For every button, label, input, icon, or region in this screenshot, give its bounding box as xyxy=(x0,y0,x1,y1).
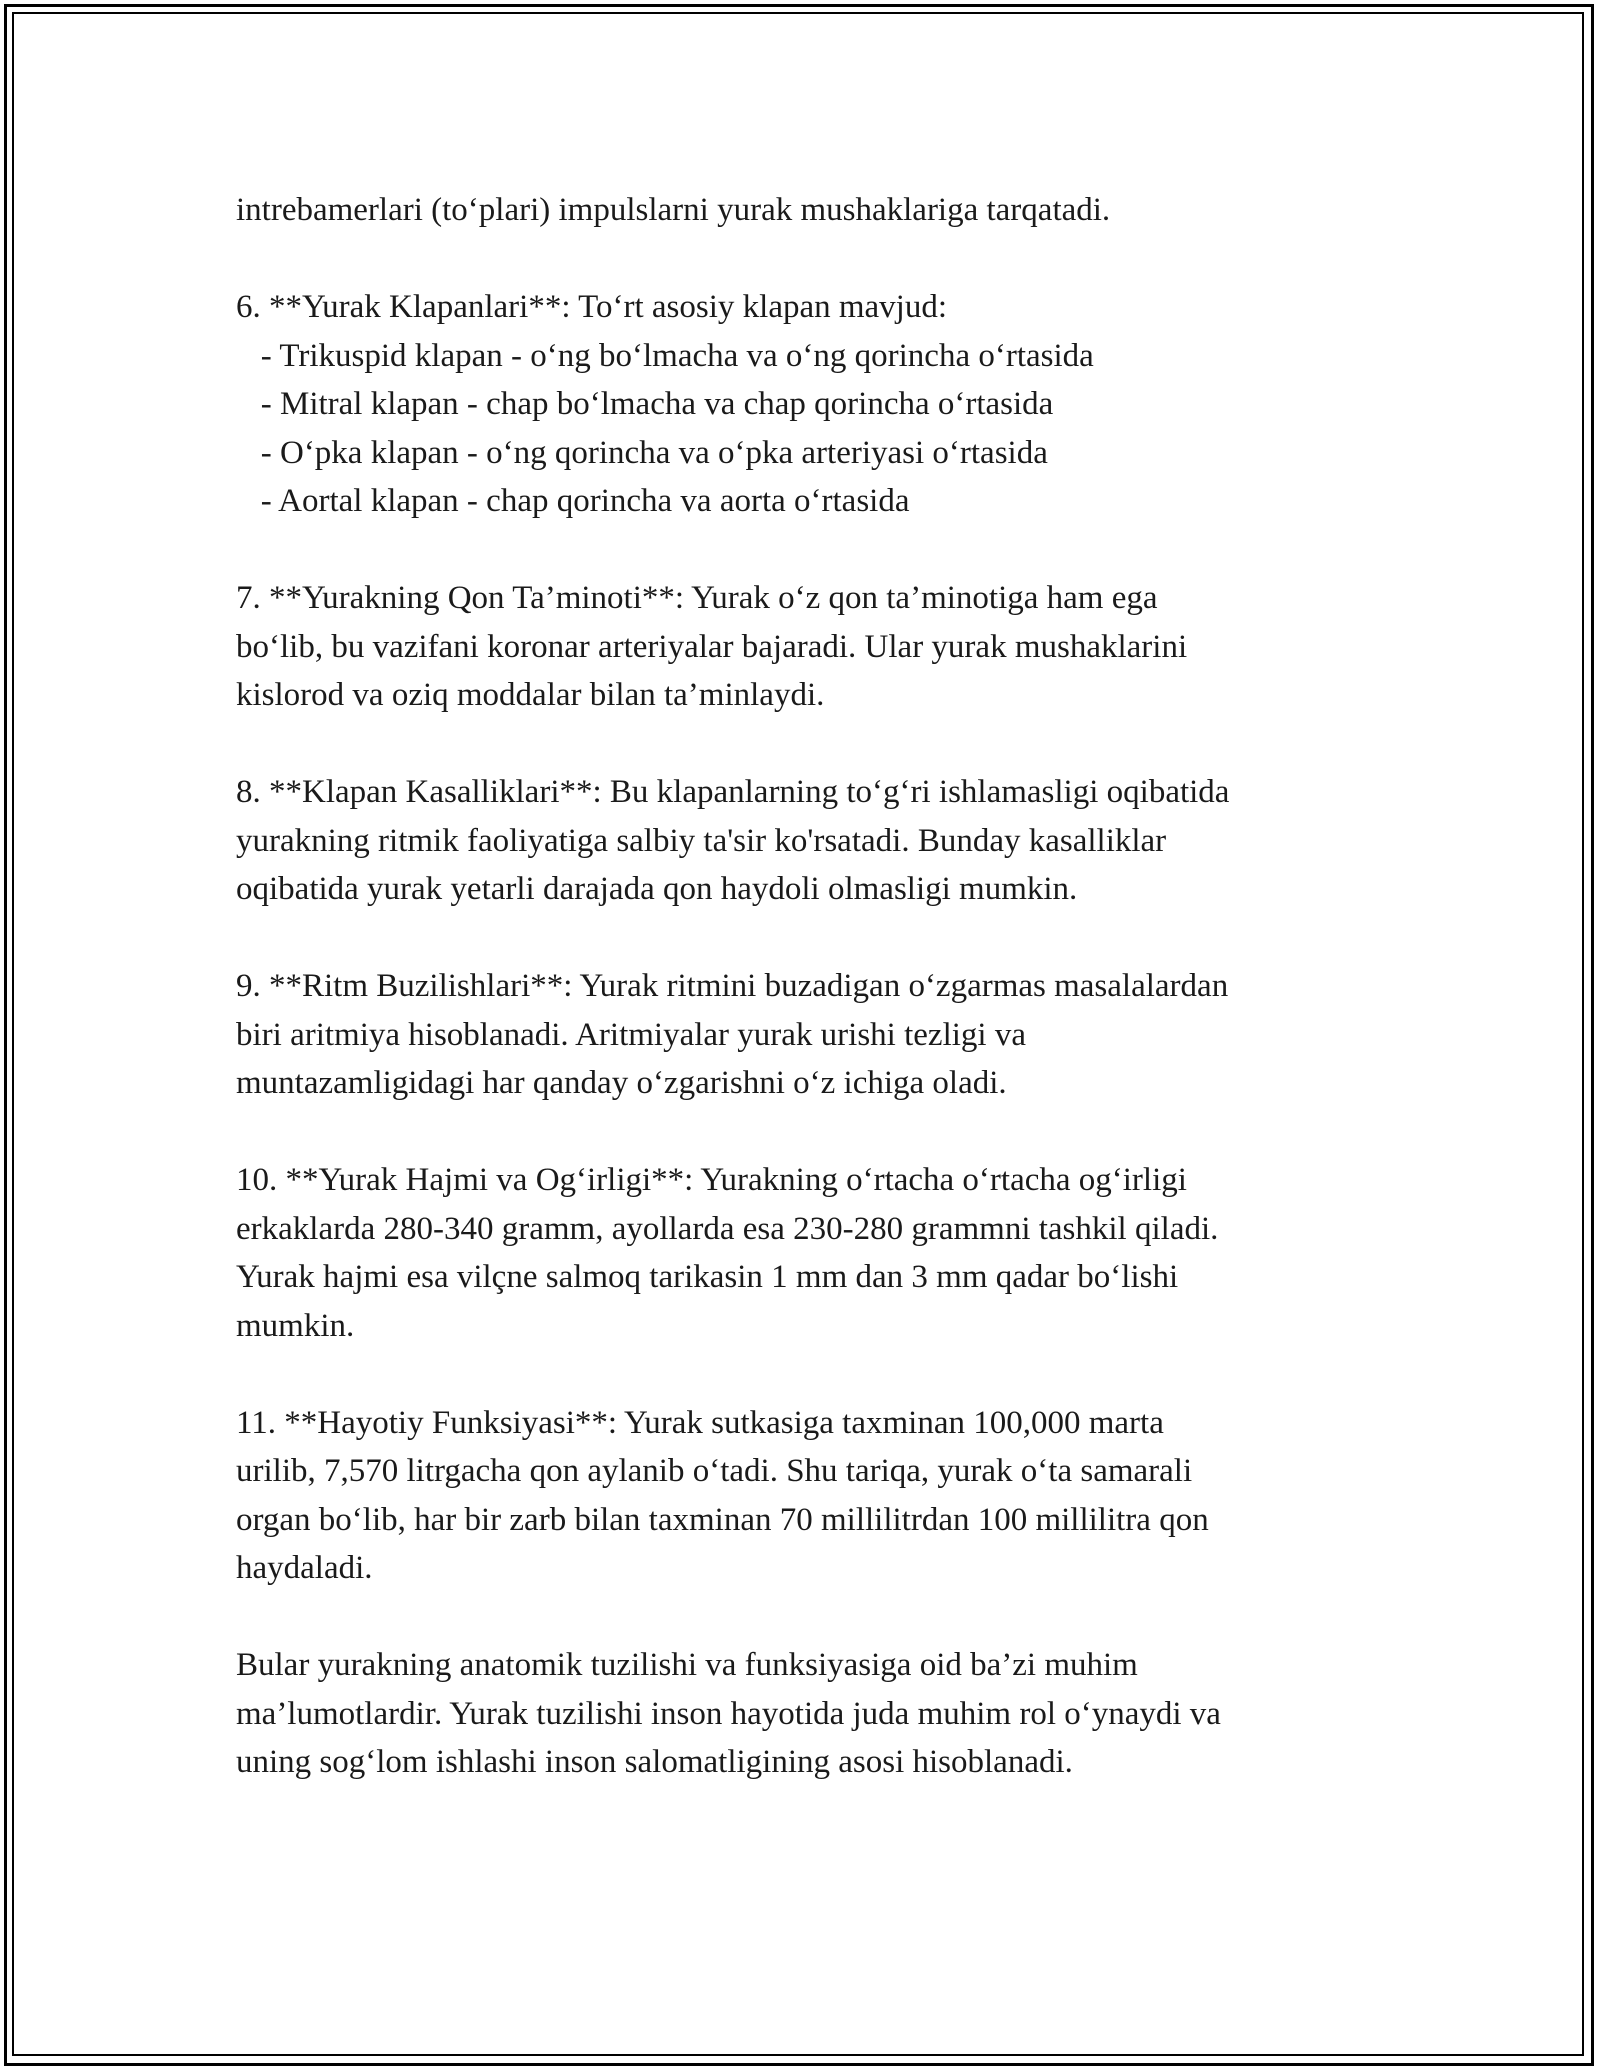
text-line: 8. **Klapan Kasalliklari**: Bu klapanlarning to‘g‘ri ishlamasligi oqibatida xyxy=(236,774,1230,810)
text-line: haydaladi. xyxy=(236,1550,373,1586)
blank-line xyxy=(236,914,1376,963)
text-line: 10. **Yurak Hajmi va Og‘irligi**: Yurakning o‘rtacha o‘rtacha og‘irligi xyxy=(236,1162,1187,1198)
text-line: - Mitral klapan - chap bo‘lmacha va chap qorincha o‘rtasida xyxy=(236,386,1054,422)
blank-line xyxy=(236,235,1376,284)
text-line: 7. **Yurakning Qon Ta’minoti**: Yurak o‘z qon ta’minotiga ham ega xyxy=(236,580,1158,616)
text-line: biri aritmiya hisoblanadi. Aritmiyalar yurak urishi tezligi va xyxy=(236,1016,1026,1053)
text-line: 6. **Yurak Klapanlari**: To‘rt asosiy klapan mavjud: xyxy=(236,289,948,325)
text-line: organ bo‘lib, har bir zarb bilan taxminan 70 millilitrdan 100 millilitra qon xyxy=(236,1501,1209,1538)
text-line: ma’lumotlardir. Yurak tuzilishi inson hayotida juda muhim rol o‘ynaydi va xyxy=(236,1695,1221,1732)
text-line: uning sog‘lom ishlashi inson salomatligining asosi hisoblanadi. xyxy=(236,1744,1073,1780)
text-line: oqibatida yurak yetarli darajada qon haydoli olmasligi mumkin. xyxy=(236,871,1078,907)
text-line: yurakning ritmik faoliyatiga salbiy ta'sir ko'rsatadi. Bunday kasalliklar xyxy=(236,822,1167,859)
text-line: - Trikuspid klapan - o‘ng bo‘lmacha va o‘ng qorincha o‘rtasida xyxy=(236,337,1094,374)
text-line: - O‘pka klapan - o‘ng qorincha va o‘pka arteriyasi o‘rtasida xyxy=(236,434,1048,471)
text-line: - Aortal klapan - chap qorincha va aorta o‘rtasida xyxy=(236,483,910,519)
blank-line xyxy=(236,1350,1376,1399)
text-line: Yurak hajmi esa vilçne salmoq tarikasin 1 mm dan 3 mm qadar bo‘lishi xyxy=(236,1259,1179,1295)
blank-line xyxy=(236,720,1376,769)
text-line: erkaklarda 280-340 gramm, ayollarda esa 230-280 grammni tashkil qiladi. xyxy=(236,1210,1219,1247)
text-line: 11. **Hayotiy Funksiyasi**: Yurak sutkasiga taxminan 100,000 marta xyxy=(236,1404,1164,1441)
text-line: urilib, 7,570 litrgacha qon aylanib o‘tadi. Shu tariqa, yurak o‘ta samarali xyxy=(236,1453,1193,1489)
text-line: Bular yurakning anatomik tuzilishi va funksiyasiga oid ba’zi muhim xyxy=(236,1647,1138,1683)
blank-line xyxy=(236,1108,1376,1157)
blank-line xyxy=(236,526,1376,575)
text-line: mumkin. xyxy=(236,1307,355,1344)
text-line: 9. **Ritm Buzilishlari**: Yurak ritmini buzadigan o‘zgarmas masalalardan xyxy=(236,968,1229,1004)
document-body xyxy=(236,186,1376,1787)
text-line: intrebamerlari (to‘plari) impulslarni yurak mushaklariga tarqatadi. xyxy=(236,192,1111,228)
blank-line xyxy=(236,1593,1376,1642)
text-line: kislorod va oziq moddalar bilan ta’minlaydi. xyxy=(236,677,825,713)
text-line: muntazamligidagi har qanday o‘zgarishni o‘z ichiga oladi. xyxy=(236,1065,1007,1101)
text-line: bo‘lib, bu vazifani koronar arteriyalar bajaradi. Ular yurak mushaklarini xyxy=(236,628,1188,665)
